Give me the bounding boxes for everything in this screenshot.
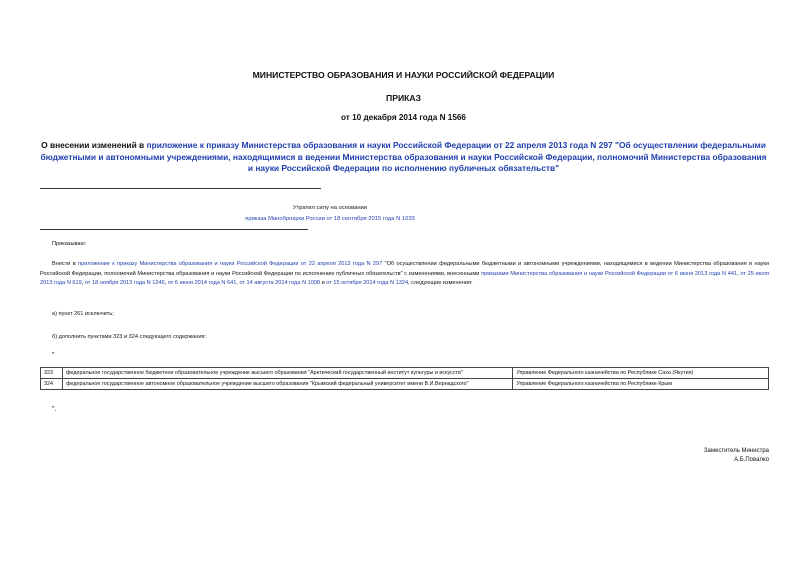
- row-number: 324: [41, 379, 63, 390]
- item-a: а) пункт 261 исключить;: [52, 311, 114, 317]
- divider-top: [40, 188, 321, 189]
- row-number: 323: [41, 368, 63, 379]
- document-title: [38, 140, 769, 175]
- order-word: Приказываю:: [52, 241, 87, 247]
- p1-link-order-619[interactable]: от 25 июля 2013 года N 619: [40, 270, 770, 287]
- p1-sep: ,: [81, 280, 85, 287]
- row-institution: федеральное государственное автономное образовательное учреждение высшего образования "Крымский федеральный университет имени В.И.Вернадского": [62, 379, 512, 390]
- p1-mid: "Об осуществлении федеральными бюджетными и автономными учреждениями, находящимися в ведении Министерства образования и науки Российской Федерации, полномочий Министерства образования и науки Российской Федерации по исполнению публичных обязательств" с изменениями, внесенными: [40, 261, 769, 277]
- table-row: [41, 379, 769, 390]
- close-quote: ".: [52, 406, 57, 413]
- ministry-heading: МИНИСТЕРСТВО ОБРАЗОВАНИЯ И НАУКИ РОССИЙСКОЙ ФЕДЕРАЦИИ: [252, 70, 555, 80]
- row-treasury: Управление Федерального казначейства по Республике Крым: [513, 379, 769, 390]
- row-treasury: Управление Федерального казначейства по Республике Саха (Якутия): [513, 368, 769, 379]
- lost-force-text: Утратил силу на основании: [292, 205, 368, 211]
- signature-block: [704, 447, 769, 465]
- p1-prefix: Внести в: [52, 261, 79, 267]
- lost-force-note: [40, 203, 620, 225]
- p1-sep: ,: [164, 280, 168, 287]
- p1-link-order-441[interactable]: приказами Министерства образования и науки Российской Федерации от 6 июня 2013 года N 441: [481, 270, 738, 277]
- p1-sep: ,: [236, 280, 240, 287]
- lost-force-link[interactable]: приказа Минобрнауки России от 18 сентября 2015 года N 1033: [245, 216, 415, 222]
- p1-link-order-1324[interactable]: от 15 октября 2014 года N 1324: [326, 280, 409, 287]
- p1-sep: и: [320, 280, 327, 287]
- p1-link-order-1008[interactable]: от 14 августа 2014 года N 1008: [239, 280, 321, 287]
- open-quote: ": [52, 352, 55, 359]
- table-row: [41, 368, 769, 379]
- item-b: б) дополнить пунктами 323 и 324 следующего содержания:: [52, 334, 207, 340]
- title-link[interactable]: приложение к приказу Министерства образования и науки Российской Федерации от 22 апреля 2013 года N 297 "Об осуществлении федеральными бюджетными и автономными учреждениями, находящимися в ведении Министерства образования и науки Российской Федерации, полномочий Министерства образования и науки Российской Федерации по исполнению публичных обязательств": [40, 140, 767, 173]
- paragraph-main: [40, 260, 769, 289]
- p1-suffix: , следующие изменения:: [408, 280, 473, 287]
- signature-name: А.Б.Повалко: [734, 457, 769, 463]
- p1-link-base-order[interactable]: приложение к приказу Министерства образования и науки Российской Федерации от 22 апреля 2013 года N 297: [78, 261, 383, 267]
- title-prefix: О внесении изменений в: [41, 140, 147, 150]
- row-institution: федеральное государственное бюджетное образовательное учреждение высшего образования "Арктический государственный институт культуры и искусств": [62, 368, 512, 379]
- divider-bottom: [40, 229, 308, 230]
- p1-link-order-641[interactable]: от 6 июня 2014 года N 641: [167, 280, 237, 287]
- p1-link-order-1246[interactable]: от 18 ноября 2013 года N 1246: [84, 280, 165, 287]
- signature-position: Заместитель Министра: [703, 448, 769, 454]
- institutions-table: [40, 367, 769, 390]
- document-type: ПРИКАЗ: [386, 93, 421, 103]
- p1-sep: ,: [737, 270, 741, 277]
- document-date-number: от 10 декабря 2014 года N 1566: [341, 113, 466, 122]
